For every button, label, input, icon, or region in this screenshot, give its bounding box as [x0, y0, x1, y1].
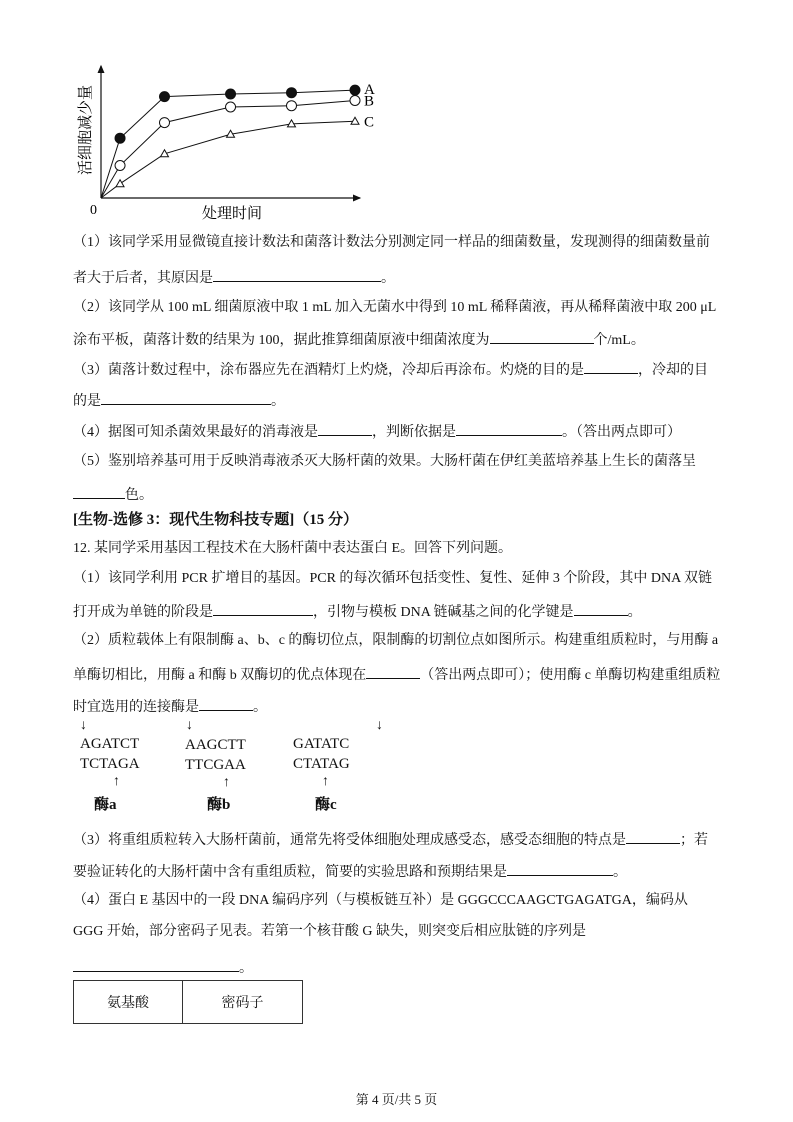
origin-label: 0 [90, 203, 97, 218]
text: 。 [239, 961, 253, 976]
answer-blank[interactable] [101, 390, 271, 405]
series-C-point [351, 117, 359, 124]
series-A-point [226, 89, 236, 99]
q12-part1-line2 [73, 601, 642, 622]
answer-blank[interactable] [73, 484, 125, 499]
q11-part4 [73, 421, 681, 442]
text: 要验证转化的大肠杆菌中含有重组质粒，简要的实验思路和预期结果是 [73, 865, 507, 880]
q11-part2-line1: （2）该同学从 100 mL 细菌原液中取 1 mL 加入无菌水中得到 10 mL 稀释菌液，再从稀释菌液中取 200 μL [73, 300, 717, 315]
answer-blank[interactable] [574, 601, 628, 616]
q12-part1-line1: （1）该同学利用 PCR 扩增目的基因。PCR 的每次循环包括变性、复性、延伸 3 个阶段，其中 DNA 双链 [73, 571, 712, 586]
cut-arrow-up-icon: ↑ [223, 775, 230, 790]
series-B-point [287, 101, 297, 111]
answer-blank[interactable] [318, 421, 372, 436]
q11-part3-line2 [73, 390, 285, 411]
enzyme-c-bottom-strand: CTATAG [293, 756, 350, 772]
text: 色。 [125, 488, 153, 503]
enzyme-a-bottom-strand: TCTAGA [80, 756, 140, 772]
enzyme-a-label: 酶a [94, 797, 117, 813]
text: ，判断依据是 [372, 425, 456, 440]
text: （答出两点即可）；使用酶 c 单酶切构建重组质粒 [420, 668, 721, 683]
answer-blank[interactable] [490, 329, 594, 344]
cut-arrow-up-icon: ↑ [113, 774, 120, 789]
cut-arrow-down-icon: ↓ [376, 718, 383, 733]
q12-part4-line2: GGG 开始，部分密码子见表。若第一个核苷酸 G 缺失，则突变后相应肽链的序列是 [73, 924, 586, 939]
q11-part3-line1 [73, 359, 708, 380]
text: 单酶切相比，用酶 a 和酶 b 双酶切的优点体现在 [73, 668, 367, 683]
table-header-row [74, 981, 303, 1024]
q12-part3-line2 [73, 861, 627, 882]
series-A-point [160, 92, 170, 102]
cut-arrow-down-icon: ↓ [80, 718, 87, 733]
codon-table [73, 980, 303, 1024]
answer-blank[interactable] [73, 957, 239, 972]
enzyme-b-label: 酶b [207, 797, 231, 813]
text: 。 [381, 271, 395, 286]
text: 。（答出两点即可） [562, 425, 681, 440]
disinfectant-chart [70, 60, 380, 225]
cut-arrow-up-icon: ↑ [322, 774, 329, 789]
answer-blank[interactable] [199, 696, 253, 711]
answer-blank[interactable] [213, 601, 313, 616]
series-C-line [101, 121, 355, 198]
enzyme-c-label: 酶c [315, 797, 337, 813]
q11-part5-line1: （5）鉴别培养基可用于反映消毒液杀灭大肠杆菌的效果。大肠杆菌在伊红美蓝培养基上生长的菌落呈 [73, 454, 696, 469]
table-header-amino-acid: 氨基酸 [74, 981, 183, 1024]
q11-part1-line2 [73, 267, 395, 288]
text: 。 [271, 394, 285, 409]
series-B-line [101, 101, 355, 199]
x-axis-label: 处理时间 [201, 206, 263, 222]
q12-part2-line3 [73, 696, 267, 717]
text: 。 [627, 605, 642, 620]
q11-part5-line2 [73, 484, 153, 505]
page-footer: 第 4 页/共 5 页 [355, 1092, 438, 1107]
series-C-label: C [364, 114, 375, 131]
answer-blank[interactable] [584, 359, 638, 374]
answer-blank[interactable] [456, 421, 562, 436]
text: 打开成为单链的阶段是 [73, 605, 213, 620]
answer-blank[interactable] [507, 861, 613, 876]
text: 涂布平板，菌落计数的结果为 100，据此推算细菌原液中细菌浓度为 [73, 333, 490, 348]
q12-part2-line2 [73, 664, 720, 685]
cut-arrow-down-icon: ↓ [186, 718, 193, 733]
q12-stem: 12. 某同学采用基因工程技术在大肠杆菌中表达蛋白 E。回答下列问题。 [73, 541, 513, 556]
text: 的是 [73, 394, 101, 409]
series-A-point [115, 133, 125, 143]
text: 。 [253, 700, 267, 715]
series-A-point [287, 88, 297, 98]
answer-blank[interactable] [213, 267, 381, 282]
y-axis-label: 活细胞减少量 [78, 84, 94, 176]
q12-part3-line1 [73, 829, 708, 850]
series-A-label: A [364, 82, 375, 99]
table-header-codon: 密码子 [183, 981, 303, 1024]
text: 时宜选用的连接酶是 [73, 700, 199, 715]
answer-blank[interactable] [366, 664, 420, 679]
text: ，引物与模板 DNA 链碱基之间的化学键是 [313, 605, 574, 620]
text: 。 [613, 865, 627, 880]
series-B-point [115, 161, 125, 171]
text: （3）菌落计数过程中，涂布器应先在酒精灯上灼烧，冷却后再涂布。灼烧的目的是 [73, 363, 584, 378]
text: ；若 [680, 833, 708, 848]
text: ，冷却的目 [638, 363, 708, 378]
series-C-point [116, 180, 124, 187]
series-B-point [350, 96, 360, 106]
series-B-point [160, 118, 170, 128]
q11-part2-line2 [73, 329, 645, 350]
text: （3）将重组质粒转入大肠杆菌前，通常先将受体细胞处理成感受态，感受态细胞的特点是 [73, 833, 626, 848]
enzyme-c-top-strand: GATATC [293, 736, 350, 752]
q11-part1-line1: （1）该同学采用显微镜直接计数法和菌落计数法分别测定同一样品的细菌数量，发现测得的细菌数量前 [73, 235, 710, 250]
enzyme-b-bottom-strand: TTCGAA [185, 757, 246, 773]
series-B-point [226, 102, 236, 112]
text: 个/mL。 [593, 333, 645, 348]
answer-blank[interactable] [626, 829, 680, 844]
q12-part4-line3 [73, 957, 253, 978]
section-header: [生物-选修 3：现代生物科技专题]（15 分） [73, 512, 358, 528]
text: （4）据图可知杀菌效果最好的消毒液是 [73, 425, 318, 440]
series-B-label: B [364, 93, 375, 110]
q12-part4-line1: （4）蛋白 E 基因中的一段 DNA 编码序列（与模板链互补）是 GGGCCCAAGCTGAGATGA，编码从 [73, 893, 688, 908]
text: 者大于后者，其原因是 [73, 271, 213, 286]
series-A-point [350, 85, 360, 95]
q12-part2-line1: （2）质粒载体上有限制酶 a、b、c 的酶切位点，限制酶的切割位点如图所示。构建重组质粒时，与用酶 a [73, 633, 719, 648]
enzyme-b-top-strand: AAGCTT [185, 737, 246, 753]
enzyme-a-top-strand: AGATCT [80, 736, 140, 752]
